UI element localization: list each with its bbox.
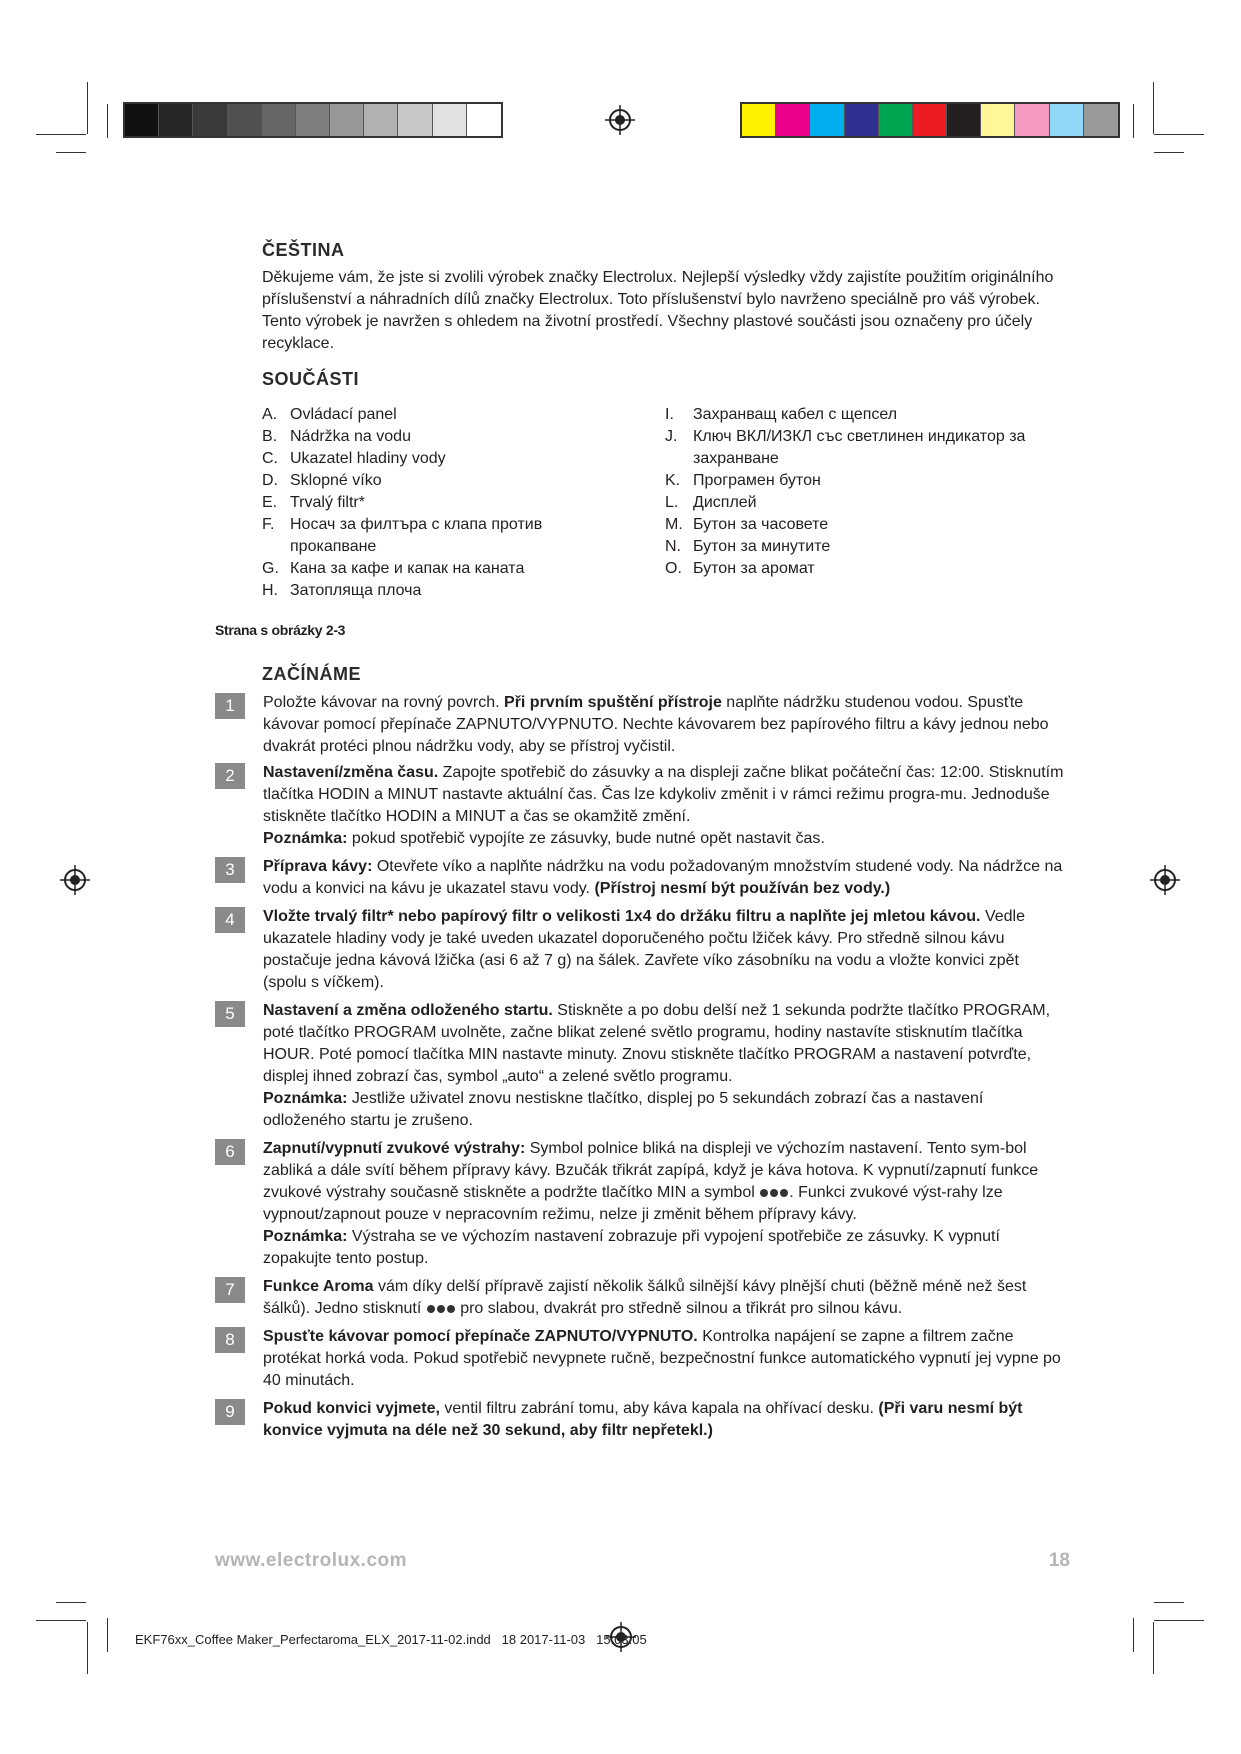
parts-list-left	[262, 404, 662, 602]
step-6: 6 Zapnutí/vypnutí zvukové výstrahy: Symbol polnice bliká na displeji ve výchozím nastavení. Tento sym-bol zabliká a dále svítí během přípravy kávy. Bzučák třikrát zapípá, když je káva hotova. K vypnutí/zapnutí funkce zvukové výstrahy současně stiskněte a podržte tlačítko MIN a symbol . Funkci zvukové výst-rahy lze vypnout/zapnout pouze v nepracovním režimu, nelze ji změnit během přípravy kávy. Poznámka: Výstraha se ve výchozím nastavení zobrazuje při vypojení spotřebiče ze zásuvky. K vypnutí zopakujte tento postup.	[215, 1138, 1064, 1270]
step-4: 4 Vložte trvalý filtr* nebo papírový filtr o velikosti 1x4 do držáku filtru a naplňte jej mletou kávou. Vedle ukazatele hladiny vody je také uveden ukazatel doporučeného počtu lžiček kávy. Pro středně silnou kávu postačuje jedna kávová lžička (asi 6 až 7 g) na šálek. Zavřete víko zásobníku na vodu a vložte konvici zpět (spolu s víčkem).	[215, 906, 1064, 994]
step-number: 8	[215, 1327, 245, 1353]
print-slug: EKF76xx_Coffee Maker_Perfectaroma_ELX_2017-11-02.indd 18 2017-11-03 15:03:05	[135, 1632, 647, 1647]
parts-list-right	[665, 404, 1065, 580]
part-item: B. Nádržka na vodu	[262, 428, 411, 445]
parts-section	[262, 369, 1064, 390]
part-item: I. Захранващ кабел с щепсел	[665, 406, 898, 423]
part-item: K. Програмен бутон	[665, 472, 821, 489]
part-item-continuation: прокапване	[290, 538, 377, 555]
color-swatch	[879, 104, 913, 136]
color-swatch	[262, 104, 296, 136]
registration-mark-icon	[60, 865, 90, 895]
parts-title: SOUČÁSTI	[262, 369, 360, 389]
part-item: A. Ovládací panel	[262, 406, 397, 423]
step-7: 7 Funkce Aroma vám díky delší přípravě zajistí několik šálků silnější kávy plnější chuti (běžně méně než šest šálků). Jedno stisknutí pro slabou, dvakrát pro středně silnou a třikrát pro silnou kávu.	[215, 1276, 1064, 1320]
step-number: 5	[215, 1001, 245, 1027]
color-swatch	[913, 104, 947, 136]
aroma-dots-icon	[759, 1182, 789, 1204]
color-swatch	[296, 104, 330, 136]
step-3: 3 Příprava kávy: Otevřete víko a naplňte nádržku na vodu požadovaným množstvím studené vody. Na nádržce na vodu a konvici na kávu je ukazatel stavu vody. (Přístroj nesmí být používán bez vody.)	[215, 856, 1064, 900]
color-swatch	[193, 104, 227, 136]
color-swatch	[467, 104, 501, 136]
step-number: 6	[215, 1139, 245, 1165]
step-number: 3	[215, 857, 245, 883]
step-5: 5 Nastavení a změna odloženého startu. Stiskněte a po dobu delší než 1 sekunda podržte tlačítko PROGRAM, poté tlačítko PROGRAM uvolněte, začne blikat zelené světlo programu, hodiny nastavíte stisknutím tlačítka HOUR. Poté pomocí tlačítka MIN nastavte minuty. Znovu stiskněte tlačítko PROGRAM a nastavení potvrďte, displej ihned zobrazí čas, symbol „auto“ a zelené světlo programu. Poznámka: Jestliže uživatel znovu nestiskne tlačítko, displej po 5 sekundách zobrazí čas a nastavení odloženého startu je zrušeno.	[215, 1000, 1064, 1132]
intro-section	[262, 240, 1064, 355]
color-swatch	[125, 104, 159, 136]
color-swatch	[981, 104, 1015, 136]
color-swatch	[1050, 104, 1084, 136]
color-swatch	[228, 104, 262, 136]
part-item: M. Бутон за часовете	[665, 516, 829, 533]
part-item-continuation: захранване	[693, 450, 779, 467]
aroma-dots-icon	[426, 1298, 456, 1320]
grayscale-calibration-bar	[123, 102, 503, 138]
color-swatch	[330, 104, 364, 136]
part-item: C. Ukazatel hladiny vody	[262, 450, 446, 467]
page-number: 18	[1048, 1550, 1070, 1571]
registration-mark-icon	[1150, 865, 1180, 895]
color-swatch	[845, 104, 879, 136]
color-swatch	[810, 104, 844, 136]
part-item: O. Бутон за аромат	[665, 560, 815, 577]
part-item: N. Бутон за минутите	[665, 538, 831, 555]
part-item: G. Кана за кафе и капак на каната	[262, 560, 525, 577]
color-swatch	[398, 104, 432, 136]
intro-text: Děkujeme vám, že jste si zvolili výrobek značky Electrolux. Nejlepší výsledky vždy zajistíte použitím originálního příslušenství a náhradních dílů značky Electrolux. Toto příslušenství bylo navrženo speciálně pro váš výrobek. Tento výrobek je navržen s ohledem na životní prostředí. Všechny plastové součásti jsou označeny pro účely recyklace.	[262, 269, 1054, 352]
step-number: 2	[215, 763, 245, 789]
color-swatch	[947, 104, 981, 136]
step-8: 8 Spusťte kávovar pomocí přepínače ZAPNUTO/VYPNUTO. Kontrolka napájení se zapne a filtrem začne protékat horká voda. Pokud spotřebič nevypnete ručně, bezpečnostní funkce automatického vypnutí jej vypne po 40 minutách.	[215, 1326, 1064, 1392]
part-item: J. Ключ ВКЛ/ИЗКЛ със светлинен индикатор за	[665, 428, 1026, 445]
step-number: 9	[215, 1399, 245, 1425]
color-swatch	[742, 104, 776, 136]
registration-mark-icon	[605, 105, 635, 135]
language-title: ČEŠTINA	[262, 240, 345, 260]
color-swatch	[776, 104, 810, 136]
color-calibration-bar	[740, 102, 1120, 138]
part-item: L. Дисплей	[665, 494, 757, 511]
step-9: 9 Pokud konvici vyjmete, ventil filtru zabrání tomu, aby káva kapala na ohřívací desku. (Při varu nesmí být konvice vyjmuta na déle než 30 sekund, aby filtr nepřetekl.)	[215, 1398, 1064, 1442]
color-swatch	[1015, 104, 1049, 136]
part-item: D. Sklopné víko	[262, 472, 382, 489]
footer-website: www.electrolux.com	[215, 1550, 408, 1571]
start-title: ZAČÍNÁME	[262, 664, 361, 684]
color-swatch	[364, 104, 398, 136]
step-number: 7	[215, 1277, 245, 1303]
color-swatch	[433, 104, 467, 136]
step-number: 4	[215, 907, 245, 933]
step-2: 2 Nastavení/změna času. Zapojte spotřebič do zásuvky a na displeji začne blikat počáteční čas: 12:00. Stisknutím tlačítka HODIN a MINUT nastavte aktuální čas. Čas lze kdykoliv změnit i v rámci režimu progra-mu. Jednoduše stiskněte tlačítko HODIN a MINUT a čas se okamžitě změní. Poznámka: pokud spotřebič vypojíte ze zásuvky, bude nutné opět nastavit čas.	[215, 762, 1064, 850]
getting-started-heading	[262, 664, 1064, 685]
color-swatch	[159, 104, 193, 136]
figure-reference: Strana s obrázky 2-3	[215, 622, 346, 638]
part-item: H. Затопляща плоча	[262, 582, 422, 599]
part-item: E. Trvalý filtr*	[262, 494, 365, 511]
part-item: F. Носач за филтъра с клапа против	[262, 516, 543, 533]
color-swatch	[1084, 104, 1118, 136]
step-number: 1	[215, 693, 245, 719]
step-1: 1 Položte kávovar na rovný povrch. Při prvním spuštění přístroje naplňte nádržku studenou vodou. Spusťte kávovar pomocí přepínače ZAPNUTO/VYPNUTO. Nechte kávovarem bez papírového filtru a kávy jednou nebo dvakrát protéci plnou nádržku vody, aby se přístroj vyčistil.	[215, 692, 1064, 758]
